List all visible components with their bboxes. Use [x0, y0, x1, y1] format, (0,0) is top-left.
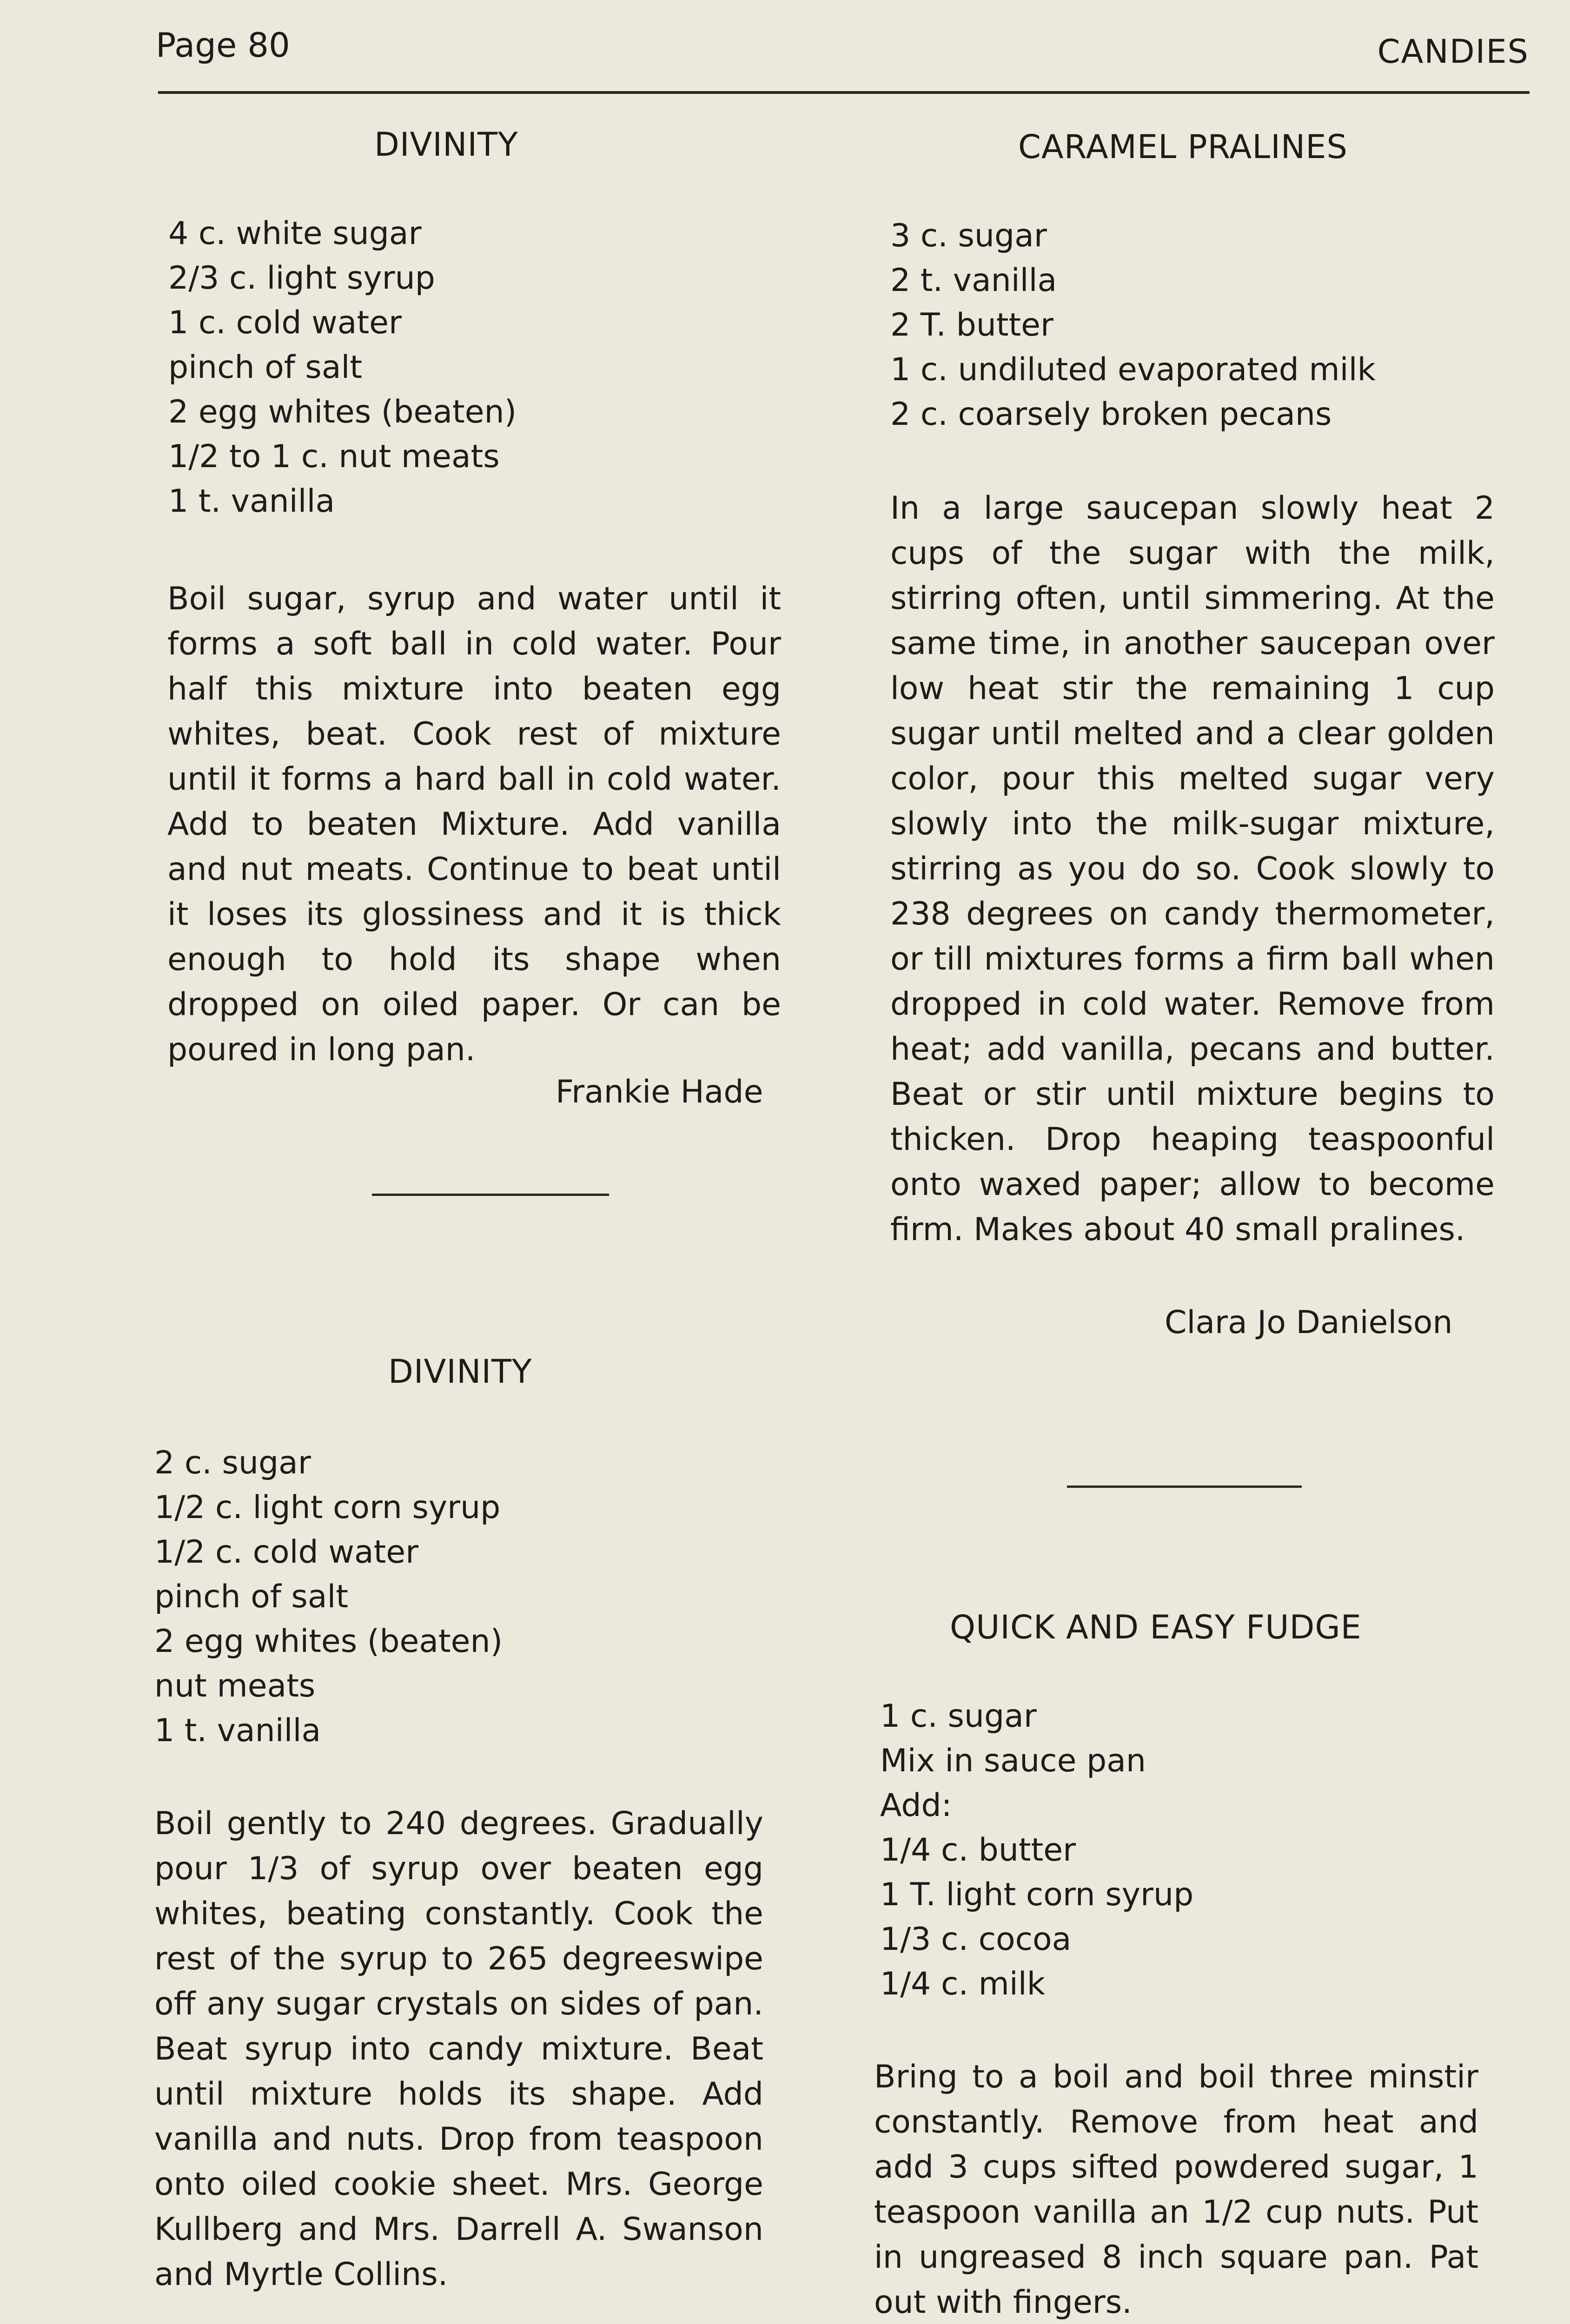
instructions-quick-fudge: [874, 2054, 1478, 2324]
ingredient-item: 1/2 to 1 c. nut meats: [168, 438, 500, 475]
ingredient-item: 1/2 c. cold water: [154, 1534, 419, 1571]
ingredient-list-divinity-2: [154, 1441, 805, 1753]
ingredient-item: 2 egg whites (beaten): [154, 1623, 503, 1660]
recipe-title-caramel-pralines: CARAMEL PRALINES: [1018, 128, 1348, 166]
ingredient-item: Mix in sauce pan: [880, 1743, 1146, 1779]
ingredient-item: 1 T. light corn syrup: [880, 1876, 1194, 1913]
ingredient-item: nut meats: [154, 1668, 316, 1704]
ingredient-item: 1/4 c. milk: [880, 1966, 1046, 2002]
ingredient-item: Add:: [880, 1787, 952, 1824]
ingredient-item: 1/4 c. butter: [880, 1832, 1076, 1868]
ingredient-item: 2 c. coarsely broken pecans: [890, 396, 1332, 433]
instructions-text: Boil gently to 240 degrees. Gradually pour 1/3 of syrup over beaten egg whites, beating constantly. Cook the rest of the syrup to 265 degreeswipe off any sugar crystals on sides of pan. Beat syrup into candy mixture. Beat until mixture holds its shape. Add vanilla and nuts. Drop from teaspoon onto oiled cookie sheet. Mrs. George Kullberg and Mrs. Darrell A. Swanson and Myrtle Collins.: [154, 1805, 763, 2293]
ingredient-item: 1 t. vanilla: [154, 1712, 321, 1749]
ingredient-list-quick-fudge: [880, 1694, 1531, 2007]
recipe-author: Frankie Hade: [556, 1074, 763, 1110]
ingredient-item: 2/3 c. light syrup: [168, 260, 435, 297]
ingredient-item: 1 c. cold water: [168, 304, 402, 341]
ingredient-item: 2 T. butter: [890, 307, 1053, 343]
ingredient-item: 3 c. sugar: [890, 218, 1047, 254]
ingredient-item: 1 t. vanilla: [168, 483, 335, 520]
ingredient-item: 2 egg whites (beaten): [168, 394, 517, 430]
ingredient-item: 2 t. vanilla: [890, 262, 1057, 299]
page-number: Page 80: [156, 26, 290, 65]
instructions-text: In a large saucepan slowly heat 2 cups of the sugar with the milk, stirring often, until simmering. At the same time, in another saucepan over low heat stir the remaining 1 cup sugar until melted and a clear golden color, pour this melted sugar very slowly into the milk-sugar mixture, stirring as you do so. Cook slowly to 238 degrees on candy thermometer, or till mixtures forms a firm ball when dropped in cold water. Remove from heat; add vanilla, pecans and butter. Beat or stir until mixture begins to thicken. Drop heaping teaspoonful onto waxed paper; allow to become firm. Makes about 40 small pralines.: [890, 490, 1495, 1248]
recipe-separator: [1067, 1486, 1302, 1488]
instructions-text: Boil sugar, syrup and water until it forms a soft ball in cold water. Pour half this mixture into beaten egg whites, beat. Cook rest of mixture until it forms a hard ball in cold water. Add to beaten Mixture. Add vanilla and nut meats. Continue to beat until it loses its glossiness and it is thick enough to hold its shape when dropped on oiled paper. Or can be poured in long pan.: [167, 581, 781, 1068]
ingredient-item: pinch of salt: [154, 1578, 349, 1615]
ingredient-item: 4 c. white sugar: [168, 215, 422, 252]
recipe-author: Clara Jo Danielson: [1165, 1304, 1453, 1341]
recipe-title-divinity-2: DIVINITY: [388, 1353, 532, 1391]
ingredient-list-caramel-pralines: [890, 214, 1541, 437]
ingredient-item: 1/3 c. cocoa: [880, 1921, 1072, 1958]
recipe-title-quick-fudge: QUICK AND EASY FUDGE: [950, 1608, 1362, 1646]
recipe-title-divinity-1: DIVINITY: [374, 125, 518, 164]
section-title: CANDIES: [1377, 33, 1529, 71]
instructions-caramel-pralines: [890, 486, 1495, 1252]
ingredient-item: 1 c. undiluted evaporated milk: [890, 351, 1376, 388]
header-divider: [158, 91, 1530, 94]
instructions-text: Bring to a boil and boil three minstir constantly. Remove from heat and add 3 cups sifted powdered sugar, 1 teaspoon vanilla an 1/2 cup nuts. Put in ungreased 8 inch square pan. Pat out with fingers.: [874, 2059, 1478, 2321]
ingredient-item: 2 c. sugar: [154, 1445, 311, 1481]
ingredient-item: 1 c. sugar: [880, 1698, 1037, 1735]
ingredient-list-divinity-1: [168, 211, 819, 524]
ingredient-item: pinch of salt: [168, 349, 363, 386]
ingredient-item: 1/2 c. light corn syrup: [154, 1489, 501, 1526]
instructions-divinity-2: [154, 1801, 763, 2297]
instructions-divinity-1: [167, 576, 781, 1072]
recipe-separator: [372, 1194, 609, 1196]
